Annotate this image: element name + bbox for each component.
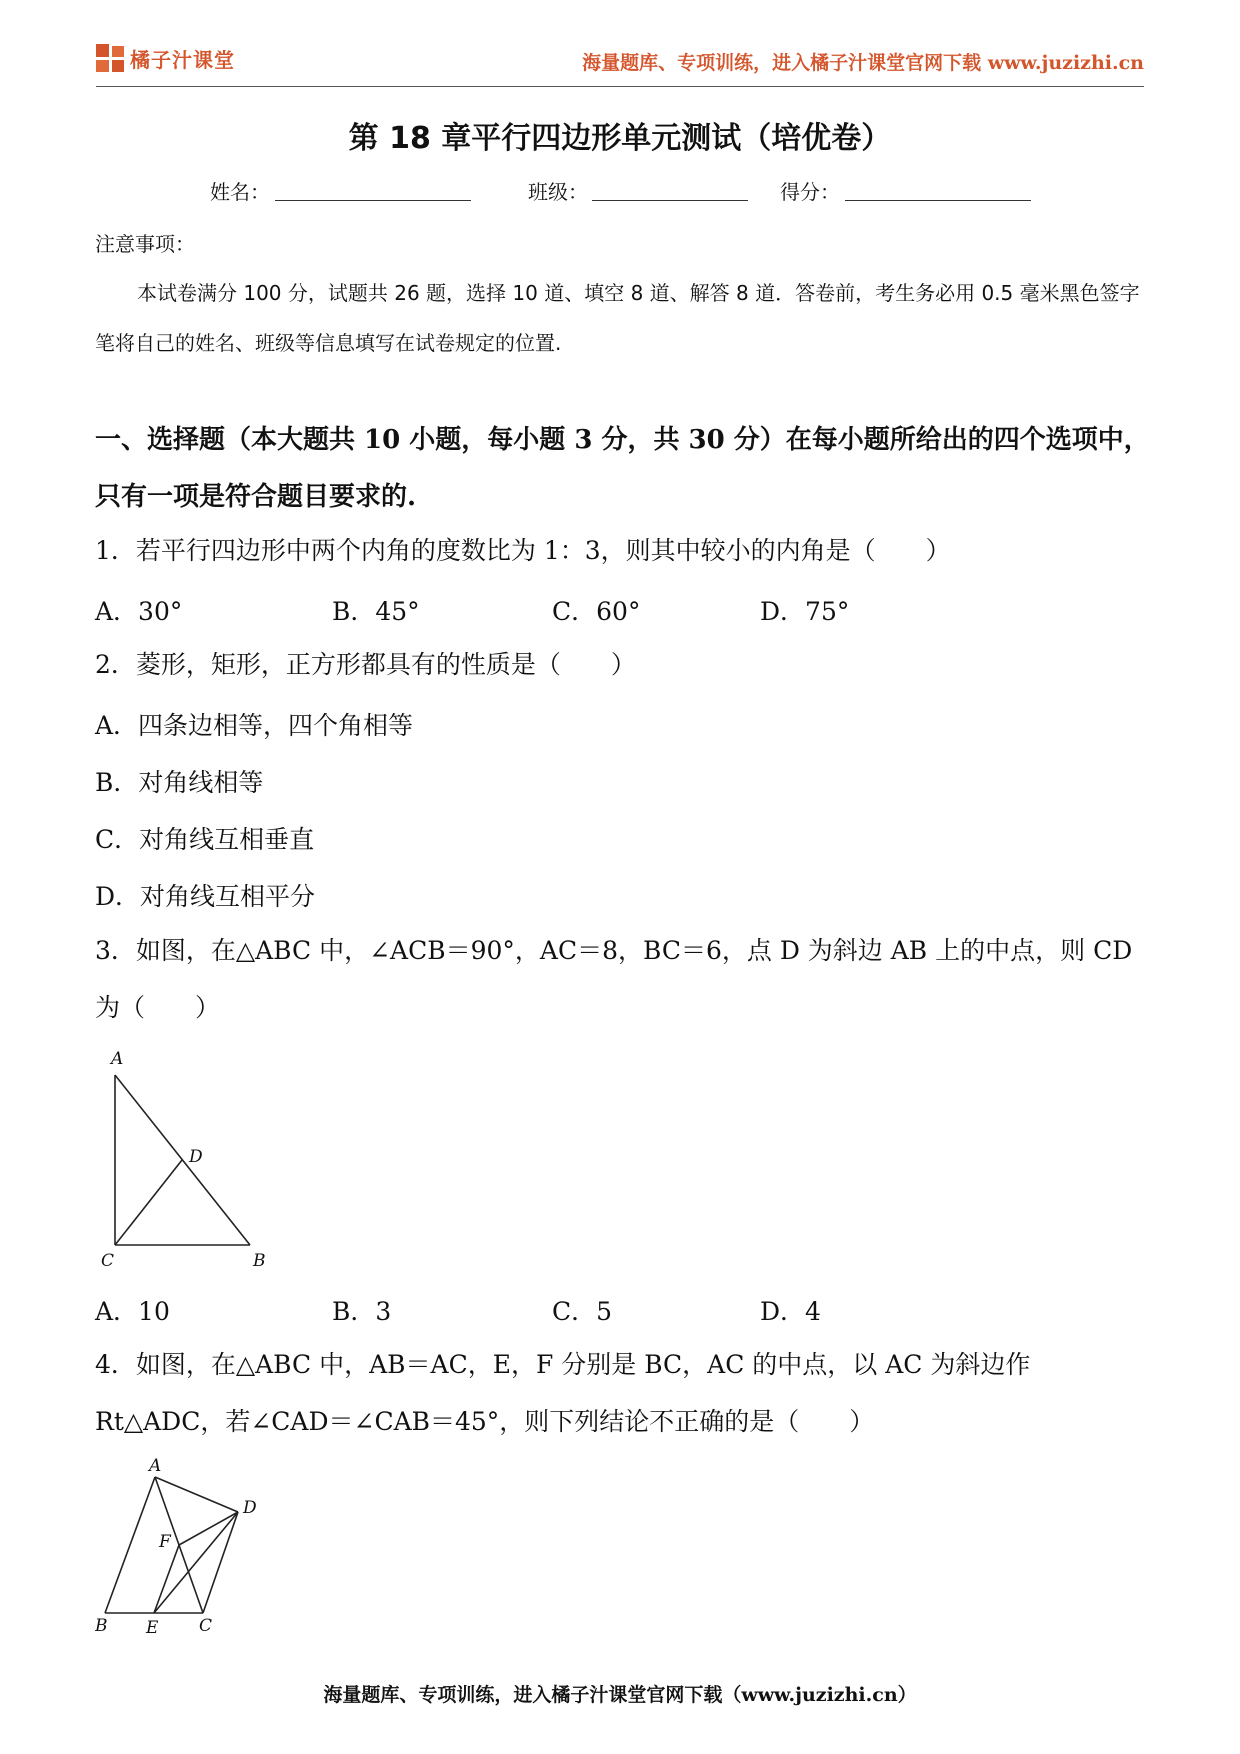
name-label: 姓名： (210, 180, 270, 204)
q4-label-e: E (146, 1618, 159, 1635)
header-slogan: 海量题库、专项训练，进入橘子汁课堂官网下载 www.juzizhi.cn (582, 52, 1144, 74)
q3-label-d: D (189, 1147, 203, 1167)
question-1-stem: 1．若平行四边形中两个内角的度数比为 1：3，则其中较小的内角是（ ） (95, 536, 951, 565)
notice-heading: 注意事项： (95, 232, 195, 256)
name-field[interactable] (275, 200, 471, 201)
q4-segment-de (154, 1512, 238, 1613)
q4-side-dc (203, 1512, 238, 1613)
q3-triangle-figure (95, 1040, 285, 1270)
notice-body: 本试卷满分 100 分，试题共 26 题，选择 10 道、填空 8 道、解答 8 道．答卷前，考生务必用 0.5 毫米黑色签字笔将自己的姓名、班级等信息填写在试卷规定的位置. (95, 281, 1140, 355)
page-title: 第 18 章平行四边形单元测试（培优卷） (348, 121, 892, 156)
logo-text: 橘子汁课堂 (130, 48, 235, 72)
question-4-stem: 4．如图，在△ABC 中，AB＝AC，E，F 分别是 BC，AC 的中点，以 AC 为斜边作 Rt△ADC，若∠CAD＝∠CAB＝45°，则下列结论不正确的是（ ） (95, 1350, 1031, 1436)
header-divider (96, 86, 1144, 87)
q1-option-c[interactable]: C．60° (552, 597, 641, 626)
q2-option-c[interactable]: C．对角线互相垂直 (95, 825, 315, 854)
section-heading: 一、选择题（本大题共 10 小题，每小题 3 分，共 30 分）在每小题所给出的四个选项中，只有一项是符合题目要求的. (95, 425, 1150, 512)
logo-icon (96, 44, 126, 74)
q4-label-f: F (159, 1532, 171, 1552)
class-label: 班级： (528, 180, 588, 204)
q3-option-a[interactable]: A．10 (95, 1297, 170, 1326)
q2-option-b[interactable]: B．对角线相等 (95, 768, 264, 797)
q3-option-c[interactable]: C．5 (552, 1297, 613, 1326)
class-field[interactable] (592, 200, 748, 201)
q4-label-b: B (95, 1616, 108, 1635)
q3-label-a: A (111, 1049, 124, 1069)
q4-label-c: C (199, 1616, 213, 1635)
question-2-stem: 2．菱形，矩形，正方形都具有的性质是（ ） (95, 650, 636, 679)
q4-side-ad (155, 1477, 238, 1512)
question-3-stem: 3．如图，在△ABC 中，∠ACB＝90°，AC＝8，BC＝6，点 D 为斜边 AB 上的中点，则 CD 为（ ） (95, 936, 1133, 1022)
q1-option-a[interactable]: A．30° (95, 597, 183, 626)
q4-side-ab (105, 1477, 155, 1613)
q3-label-c: C (101, 1251, 115, 1270)
page-footer: 海量题库、专项训练，进入橘子汁课堂官网下载（www.juzizhi.cn） (323, 1684, 917, 1706)
q3-label-b: B (253, 1251, 266, 1270)
q3-option-b[interactable]: B．3 (332, 1297, 392, 1326)
q4-label-a: A (149, 1456, 162, 1476)
q1-option-b[interactable]: B．45° (332, 597, 420, 626)
q2-option-a[interactable]: A．四条边相等，四个角相等 (95, 711, 414, 740)
q3-option-d[interactable]: D．4 (760, 1297, 821, 1326)
q4-label-d: D (243, 1498, 257, 1518)
q2-option-d[interactable]: D．对角线互相平分 (95, 882, 316, 911)
q4-quadrilateral-figure (95, 1455, 275, 1635)
q3-median-cd (115, 1160, 182, 1245)
q4-segment-df (179, 1512, 238, 1545)
score-label: 得分： (780, 180, 840, 204)
q1-option-d[interactable]: D．75° (760, 597, 850, 626)
q4-segment-fe (154, 1545, 179, 1613)
score-field[interactable] (845, 200, 1031, 201)
